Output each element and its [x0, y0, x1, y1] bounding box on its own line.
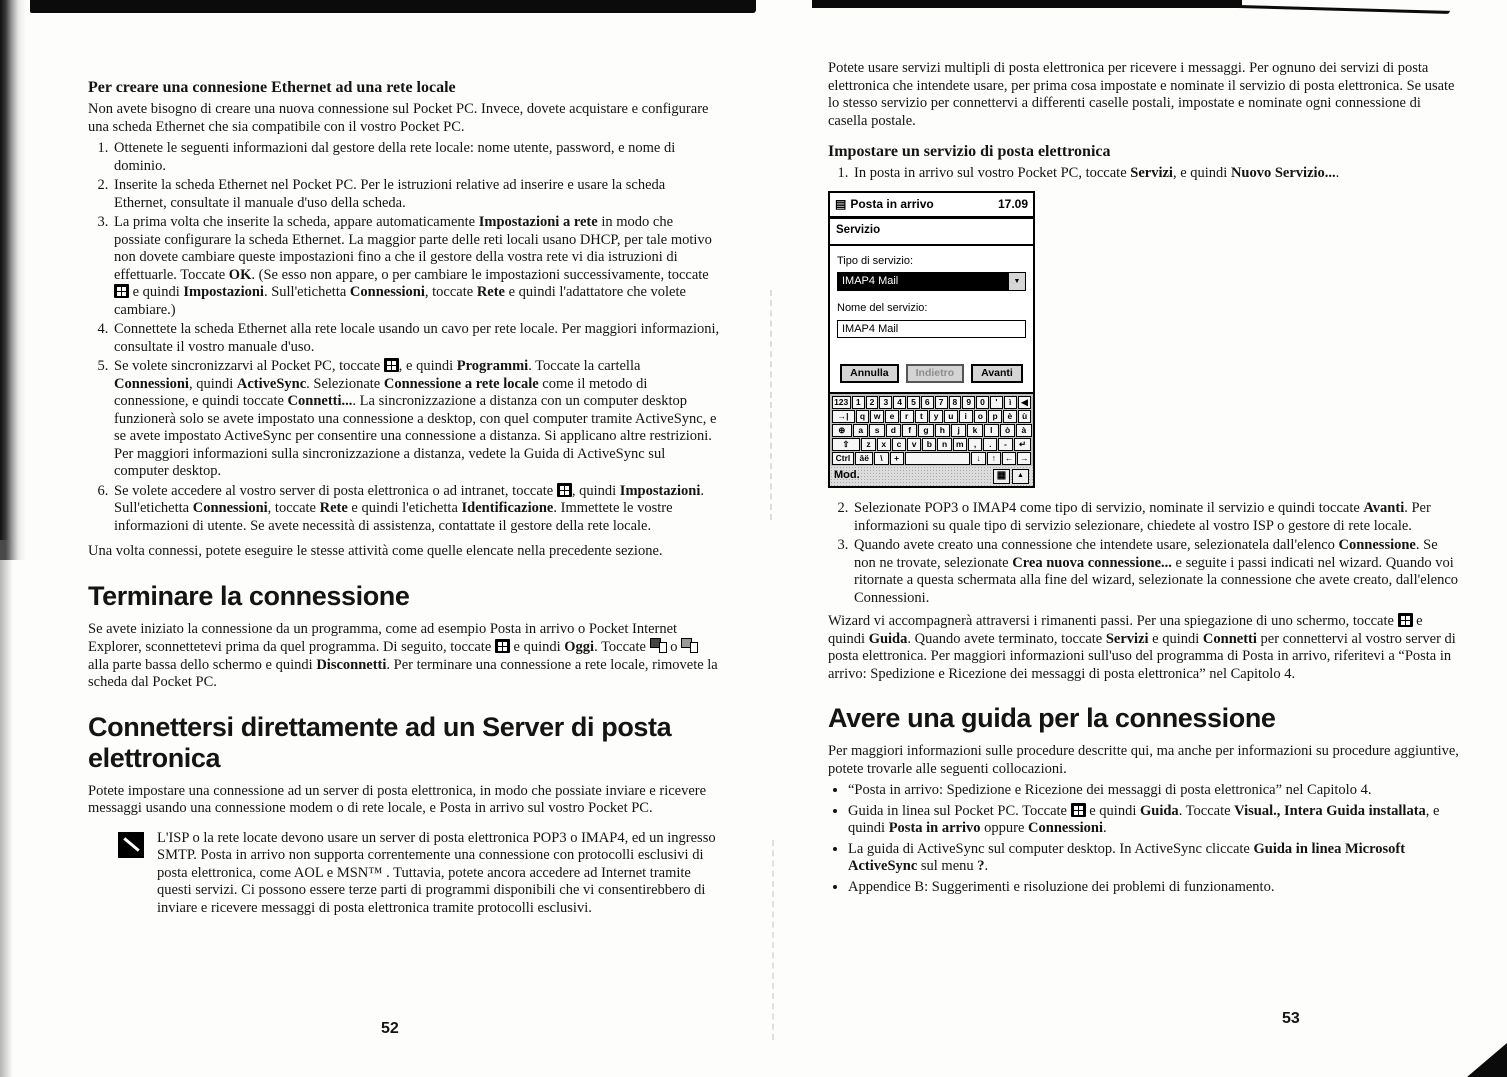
key-f[interactable]: f	[902, 424, 917, 437]
key-↑[interactable]: ↑	[987, 452, 1001, 465]
key-123[interactable]: 123	[832, 396, 851, 409]
scan-edge-top-left	[30, 0, 756, 13]
bullet-item: • “Posta in arrivo: Spedizione e Ricezione dei messaggi di posta elettronica” nel Capitolo 4.	[848, 782, 1462, 800]
key--[interactable]: -	[998, 438, 1012, 451]
page-52	[88, 78, 720, 917]
center-crease-lower	[772, 840, 775, 1040]
server-intro-paragraph: Potete impostare una connessione ad un server di posta elettronica, in modo che possiate inviare e ricevere messaggi usando una connessione modem o di rete locale, e Posta in arrivo sul vostro Pocket PC.	[88, 782, 707, 816]
key-x[interactable]: x	[877, 438, 891, 451]
key-n[interactable]: n	[937, 438, 951, 451]
key-6[interactable]: 6	[921, 396, 934, 409]
key-←[interactable]: ←	[1002, 452, 1016, 465]
service-name-label: Nome del servizio:	[837, 302, 928, 314]
indietro-button[interactable]: Indietro	[906, 364, 965, 383]
key-Ctrl[interactable]: Ctrl	[832, 452, 855, 465]
windows-icon	[1071, 803, 1086, 817]
key-l[interactable]: l	[984, 424, 999, 437]
note-box	[118, 830, 720, 918]
pda-title-bar	[830, 193, 1033, 220]
step-item: 4. Connettete la scheda Ethernet alla rete locale usando un cavo per rete locale. Per maggiori informazioni, consultate il vostro manuale d'uso.	[112, 321, 720, 356]
key-b[interactable]: b	[922, 438, 936, 451]
pda-spacer	[837, 338, 1026, 360]
dropdown-selected-value: IMAP4 Mail	[838, 273, 1008, 290]
key-e[interactable]: e	[885, 410, 899, 423]
key-→[interactable]: →	[1017, 452, 1031, 465]
key-ì[interactable]: ì	[1004, 396, 1017, 409]
key-0[interactable]: 0	[976, 396, 989, 409]
key-w[interactable]: w	[870, 410, 884, 423]
key-k[interactable]: k	[967, 424, 982, 437]
step-item: 2. Selezionate POP3 o IMAP4 come tipo di servizio, nominate il servizio e quindi toccate Avanti. Per informazioni su quale tipo di servizio selezionare, chiedete al vostro ISP o gestore di rete locale.	[852, 500, 1462, 535]
step-item: 5. Se volete sincronizzarvi al Pocket PC, toccate , e quindi Programmi. Toccate la cartella Connessioni, quindi ActiveSync. Selezionate Connessione a rete locale come il metodo di connessione, e quindi toccate Connetti.... La sincronizzazione a distanza con un computer desktop funzionerà solo se avete impostato una connessione a desktop, con quel computer tramite ActiveSync, e se avete impostato ActiveSync per consentire una connessione a distanza. Si applicano altre restrizioni. Per maggiori informazioni sulla sincronizzazione a distanza, vedete la Guida di ActiveSync sul computer desktop.	[112, 358, 720, 481]
dropdown-arrow-icon[interactable]	[1008, 273, 1025, 290]
key-c[interactable]: c	[892, 438, 906, 451]
key-z[interactable]: z	[861, 438, 875, 451]
key-3[interactable]: 3	[879, 396, 892, 409]
key-p[interactable]: p	[988, 410, 1002, 423]
key-r[interactable]: r	[900, 410, 914, 423]
key-↵[interactable]: ↵	[1014, 438, 1032, 451]
key-âë[interactable]: âë	[855, 452, 873, 465]
key-t[interactable]: t	[915, 410, 929, 423]
server-heading: Connettersi direttamente ad un Server di posta elettronica	[88, 711, 672, 773]
key-.[interactable]: .	[983, 438, 997, 451]
scan-edge-curve	[1238, 5, 1450, 14]
terminate-paragraph: Se avete iniziato la connessione da un programma, come ad esempio Posta in arrivo o Pocket Internet Explorer, sconnettetevi prima da quel programma. Di seguito, toccate e quindi Oggi. Toccate o alla parte bassa dello schermo e quindi Disconnetti. Per terminare una connessione a rete locale, rimovete la scheda dal Pocket PC.	[88, 620, 718, 690]
pda-form-body	[830, 246, 1033, 393]
key-\[interactable]: \	[874, 452, 888, 465]
key-+[interactable]: +	[890, 452, 904, 465]
note-text: L'ISP o la rete locate devono usare un server di posta elettronica POP3 o IMAP4, ed un ingresso SMTP. Posta in arrivo non supporta correntemente una connessione con protocolli esclusivi di posta elettronica, come AOL e MSN™ . Tuttavia, potete ancora accedere ad Internet tramite questi servizi. Ci possono essere terze parti di programmi disponibili che vi consentirebbero di inviare e ricevere messaggi di posta elettronica tramite protocolli esclusivi.	[157, 829, 716, 916]
key-g[interactable]: g	[918, 424, 933, 437]
step-item: 1. Ottenete le seguenti informazioni dal gestore della rete locale: nome utente, password, e nome di dominio.	[112, 140, 720, 175]
key-4[interactable]: 4	[893, 396, 906, 409]
windows-icon	[384, 358, 399, 372]
key-→|[interactable]: →|	[832, 410, 855, 423]
key-i[interactable]: i	[959, 410, 973, 423]
key-y[interactable]: y	[929, 410, 943, 423]
key-2[interactable]: 2	[866, 396, 879, 409]
key-8[interactable]: 8	[949, 396, 962, 409]
avanti-button[interactable]: Avanti	[971, 364, 1023, 383]
key-ù[interactable]: ù	[1018, 410, 1032, 423]
after-steps-paragraph: Una volta connessi, potete eseguire le stesse attività come quelle elencate nella precedente sezione.	[88, 543, 663, 559]
key-'[interactable]: '	[990, 396, 1003, 409]
step-item: 2. Inserite la scheda Ethernet nel Pocket PC. Per le istruzioni relative ad inserire e usare la scheda Ethernet, consultate il manuale d'uso della scheda.	[112, 177, 720, 212]
service-type-dropdown[interactable]	[837, 272, 1026, 291]
setup-steps-2-3-list	[828, 500, 1462, 607]
pda-tab-servizio[interactable]: Servizio	[830, 219, 1033, 246]
wizard-paragraph: Wizard vi accompagnerà attraversi i rimanenti passi. Per una spiegazione di uno schermo, toccate e quindi Guida. Quando avete terminato, toccate Servizi e quindi Connetti per connettervi al vostro server di posta elettronica. Per maggiori informazioni sull'uso del programma di Posta in arrivo, riferitevi a “Posta in arrivo: Spedizione e Ricezione dei messaggi di posta elettronica” nel Capitolo 4.	[828, 613, 1456, 682]
key-7[interactable]: 7	[935, 396, 948, 409]
page-53	[828, 60, 1462, 899]
key-space[interactable]	[905, 452, 971, 465]
key-ò[interactable]: ò	[1000, 424, 1015, 437]
onscreen-keyboard	[830, 392, 1033, 466]
ethernet-heading: Per creare una connesione Ethernet ad una rete locale	[88, 79, 456, 96]
key-u[interactable]: u	[944, 410, 958, 423]
key-9[interactable]: 9	[962, 396, 975, 409]
setup-heading: Impostare un servizio di posta elettronica	[828, 143, 1111, 160]
bullet-item: • Guida in linea sul Pocket PC. Toccate e quindi Guida. Toccate Visual., Intera Guida installata, e quindi Posta in arrivo oppure Connessioni.	[848, 803, 1462, 838]
key-◀[interactable]: ◀	[1018, 396, 1032, 409]
key-q[interactable]: q	[856, 410, 870, 423]
inbox-app-icon	[835, 196, 846, 214]
guide-heading: Avere una guida per la connessione	[828, 703, 1276, 733]
service-name-input[interactable]	[837, 320, 1026, 338]
input-panel-up-button[interactable]	[1012, 469, 1029, 484]
key-j[interactable]: j	[951, 424, 966, 437]
key-è[interactable]: è	[1003, 410, 1017, 423]
step-item: 1. In posta in arrivo sul vostro Pocket PC, toccate Servizi, e quindi Nuovo Servizio....	[852, 165, 1462, 183]
bullet-item: • Appendice B: Suggerimenti e risoluzione dei problemi di funzionamento.	[848, 879, 1462, 897]
page-number-53: 53	[1282, 1010, 1300, 1027]
bullet-item: • La guida di ActiveSync sul computer desktop. In ActiveSync cliccate Guida in linea Microsoft ActiveSync sul menu ?.	[848, 841, 1462, 876]
book-spine-fade	[0, 540, 14, 1077]
page-number-52: 52	[381, 1020, 399, 1037]
pocket-pc-screenshot	[828, 191, 1035, 489]
guide-intro-paragraph: Per maggiori informazioni sulle procedure descritte qui, ma anche per informazioni su procedure aggiuntive, potete trovarle alle seguenti collocazioni.	[828, 743, 1459, 777]
keyboard-toggle-button[interactable]	[993, 469, 1010, 484]
service-type-label: Tipo di servizio:	[837, 254, 914, 267]
pda-button-row	[837, 364, 1026, 383]
key-5[interactable]: 5	[907, 396, 920, 409]
step-item: 6. Se volete accedere al vostro server di posta elettronica o ad intranet, toccate , quindi Impostazioni. Sull'etichetta Connessioni, toccate Rete e quindi l'etichetta Identificazione. Immettete le vostre informazioni di utente. Se avete necessità di assistenza, contattate il gestore della rete locale.	[112, 483, 720, 536]
book-spine-shadow	[0, 0, 26, 560]
status-bar-right	[993, 469, 1029, 484]
key-o[interactable]: o	[974, 410, 988, 423]
services-intro-paragraph: Potete usare servizi multipli di posta elettronica per ricevere i messaggi. Per ognuno dei servizi di posta elettronica che intendete usare, per prima cosa impostate e nominate il servizio di posta elettronica. Se usate lo stesso servizio per connettervi a differenti caselle postali, impostate e nominate ogni connessione di casella postale.	[828, 60, 1455, 129]
key-⇧[interactable]: ⇧	[832, 438, 861, 451]
pda-clock: 17.09	[997, 196, 1028, 211]
pda-app-title: Posta in arrivo	[850, 196, 934, 211]
ethernet-steps-list	[88, 140, 720, 535]
windows-icon	[1398, 613, 1413, 627]
key-m[interactable]: m	[953, 438, 967, 451]
windows-icon	[114, 284, 129, 298]
windows-icon	[557, 483, 572, 497]
conn-a-icon	[650, 638, 667, 653]
scan-corner-mark	[1467, 1043, 1507, 1077]
conn-b-icon	[681, 638, 698, 653]
terminate-heading: Terminare la connessione	[88, 580, 410, 611]
key-⊕[interactable]: ⊕	[832, 424, 853, 437]
key-,[interactable]: ,	[968, 438, 982, 451]
setup-step-1-list	[828, 165, 1462, 183]
note-pen-icon	[118, 832, 144, 858]
key-h[interactable]: h	[935, 424, 950, 437]
pda-status-bar	[830, 466, 1033, 486]
key-d[interactable]: d	[886, 424, 901, 437]
windows-icon	[495, 639, 510, 653]
step-item: 3. La prima volta che inserite la scheda, appare automaticamente Impostazioni a rete in modo che possiate configurare la scheda Ethernet. La maggior parte delle reti locali usano DHCP, per tale motivo non dovete cambiare queste impostazioni fino a che il gestore della vostra rete vi dia istruzioni di effettuarle. Toccate OK. (Se esso non appare, o per cambiare le impostazioni successivamente, toccate e quindi Impostazioni. Sull'etichetta Connessioni, toccate Rete e quindi l'adattatore che volete cambiare.)	[112, 214, 720, 319]
center-crease	[770, 290, 773, 520]
step-item: 3. Quando avete creato una connessione che intendete usare, selezionatela dall'elenco Connessione. Se non ne trovate, selezionate Crea nuova connessione... e seguite i passi indicati nel wizard. Quando voi ritornate a questa schermata alla fine del wizard, selezionate la connessione che avete creato, dall'elenco Connessioni.	[852, 537, 1462, 607]
key-v[interactable]: v	[907, 438, 921, 451]
mod-menu-label[interactable]: Mod.	[834, 469, 860, 482]
key-1[interactable]: 1	[852, 396, 865, 409]
key-à[interactable]: à	[1016, 424, 1031, 437]
annulla-button[interactable]: Annulla	[840, 364, 899, 383]
key-a[interactable]: a	[853, 424, 868, 437]
guide-bullets-list	[828, 782, 1462, 896]
key-↓[interactable]: ↓	[971, 452, 985, 465]
ethernet-intro-paragraph: Non avete bisogno di creare una nuova connessione sul Pocket PC. Invece, dovete acquistare e configurare una scheda Ethernet che sia compatibile con il vostro Pocket PC.	[88, 101, 709, 135]
key-s[interactable]: s	[869, 424, 884, 437]
scan-edge-top-right	[812, 0, 1242, 8]
